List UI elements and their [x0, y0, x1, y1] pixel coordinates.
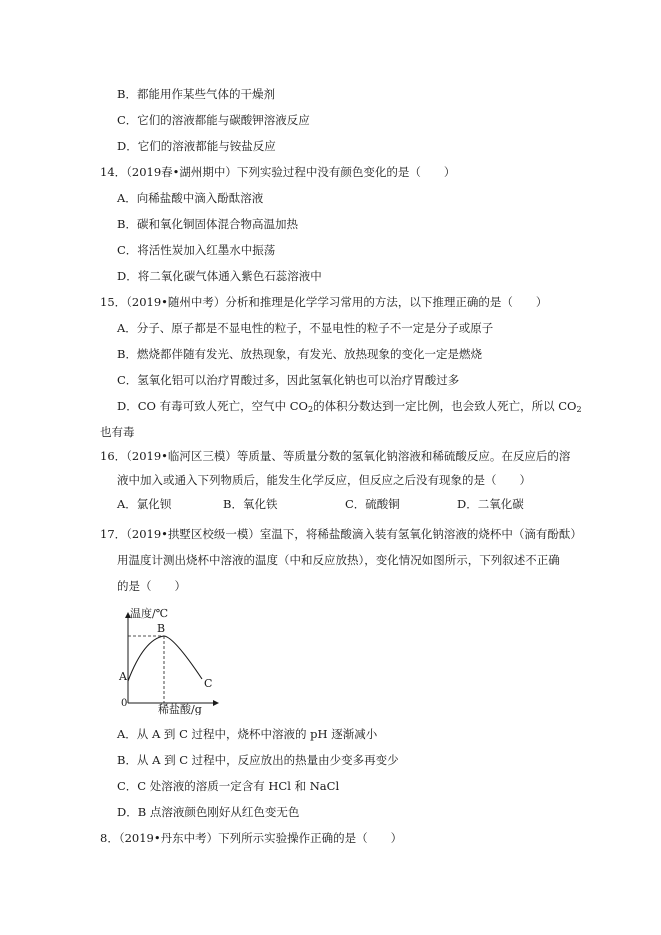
- q14-option-d: D．将二氧化碳气体通入紫色石蕊溶液中: [117, 269, 322, 283]
- q17-option-d: D．B 点溶液颜色刚好从红色变无色: [117, 805, 300, 819]
- q13-option-d: D．它们的溶液都能与铵盐反应: [117, 139, 276, 153]
- q15-option-d-continued: 也有毒: [100, 425, 135, 439]
- q15-option-d-sub-1: 2: [307, 405, 314, 414]
- graph-origin: 0: [121, 698, 128, 709]
- q17-stem-line-1: 17．（2019•拱墅区校级一模）室温下，将稀盐酸滴入装有氢氧化钠溶液的烧杯中（滴有酚酞）: [100, 527, 582, 541]
- q8-stem: 8．（2019•丹东中考）下列所示实验操作正确的是（ ）: [100, 831, 403, 845]
- graph-x-label: 稀盐酸/g: [158, 703, 202, 715]
- q15-option-d-text-2: 的体积分数达到一定比例，也会致人死亡，所以 CO: [313, 399, 577, 413]
- q17-option-a: A．从 A 到 C 过程中，烧杯中溶液的 pH 逐渐减小: [117, 727, 378, 741]
- q14-option-b: B．碳和氧化铜固体混合物高温加热: [117, 217, 298, 231]
- graph-point-c: C: [204, 677, 213, 690]
- q16-option-a: A．氯化钡: [117, 497, 172, 511]
- q15-option-d-sub-2: 2: [576, 405, 582, 414]
- graph-point-a: A: [119, 670, 127, 683]
- graph-point-b: B: [157, 622, 166, 635]
- temperature-graph: [110, 603, 230, 715]
- q14-option-a: A．向稀盐酸中滴入酚酞溶液: [117, 191, 264, 205]
- q14-stem: 14．（2019春•湖州期中）下列实验过程中没有颜色变化的是（ ）: [100, 165, 456, 179]
- q15-option-c: C．氢氧化铝可以治疗胃酸过多，因此氢氧化钠也可以治疗胃酸过多: [117, 373, 460, 387]
- q17-stem-line-2: 用温度计测出烧杯中溶液的温度（中和反应放热），变化情况如图所示，下列叙述不正确: [117, 553, 560, 567]
- q16-option-d: D．二氧化碳: [457, 497, 524, 511]
- q15-option-a: A．分子、原子都是不显电性的粒子，不显电性的粒子不一定是分子或原子: [117, 321, 494, 335]
- q16-stem-line-2: 液中加入或通入下列物质后，能发生化学反应，但反应之后没有现象的是（ ）: [117, 473, 531, 487]
- q15-option-d: [117, 398, 582, 418]
- graph-y-label: 温度/℃: [130, 607, 169, 620]
- q16-option-c: C．硫酸铜: [345, 497, 400, 511]
- q15-option-b: B．燃烧都伴随有发光、放热现象，有发光、放热现象的变化一定是燃烧: [117, 347, 482, 361]
- q14-option-c: C．将活性炭加入红墨水中振荡: [117, 243, 276, 257]
- q17-option-c: C．C 处溶液的溶质一定含有 HCl 和 NaCl: [117, 779, 340, 793]
- q15-option-d-text-1: D．CO 有毒可致人死亡，空气中 CO: [117, 399, 308, 413]
- q13-option-c: C．它们的溶液都能与碳酸钾溶液反应: [117, 113, 310, 127]
- q13-option-b: B．都能用作某些气体的干燥剂: [117, 87, 275, 101]
- graph-temperature-curve: [128, 636, 202, 681]
- q15-stem: 15．（2019•随州中考）分析和推理是化学学习常用的方法，以下推理正确的是（ ）: [100, 295, 548, 309]
- q16-stem-line-1: 16．（2019•临河区三模）等质量、等质量分数的氢氧化钠溶液和稀硫酸反应。在反应后的溶: [100, 449, 571, 463]
- q16-option-b: B．氧化铁: [223, 497, 278, 511]
- q17-option-b: B．从 A 到 C 过程中，反应放出的热量由少变多再变少: [117, 753, 399, 767]
- q16-options-row: [117, 496, 557, 512]
- q17-stem-line-3: 的是（ ）: [117, 579, 186, 593]
